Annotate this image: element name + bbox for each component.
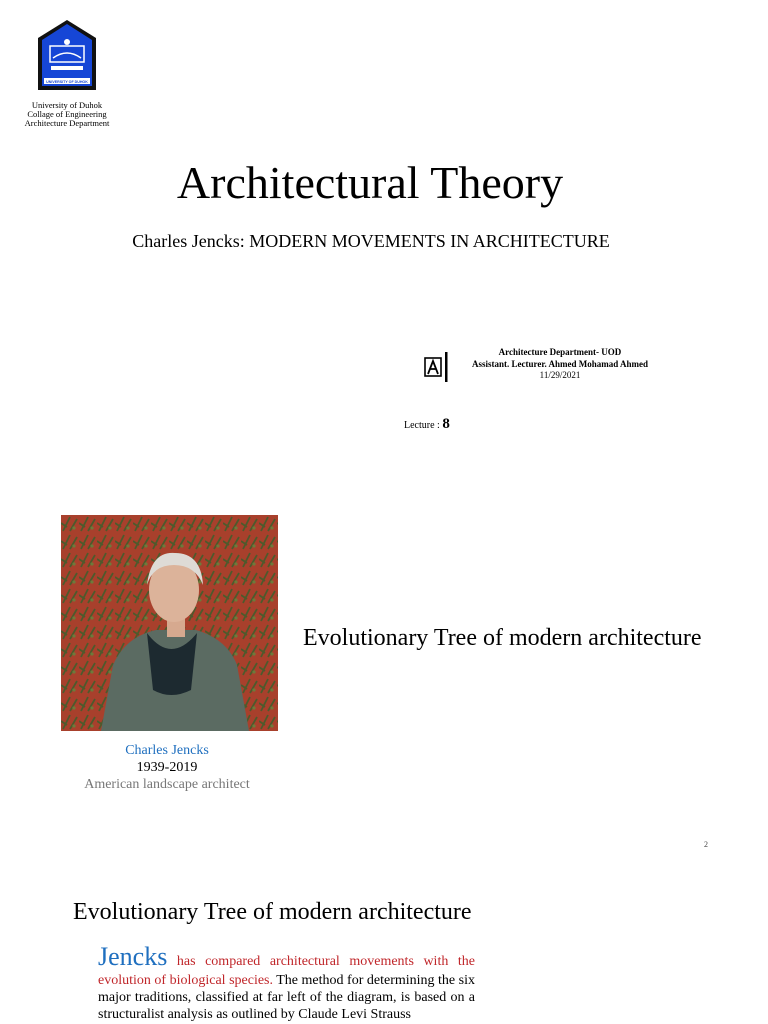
lecture-separator: :: [434, 420, 443, 431]
photo-caption: [62, 742, 272, 793]
credits-department: Architecture Department- UOD: [498, 347, 622, 357]
caption-name: Charles Jencks: [125, 743, 209, 758]
body-text: The method for determining the six major traditions, classified at far left of the diagram, is based on a structuralist analysis as outlined by Claude Levi Strauss: [98, 973, 475, 1022]
lecture-number-value: 8: [442, 416, 450, 432]
institution-line: University of Duhok: [31, 100, 103, 110]
lecture-number: [404, 414, 450, 436]
credits-block: [455, 347, 665, 382]
caption-years: 1939-2019: [136, 760, 198, 775]
caption-description: American landscape architect: [84, 777, 250, 792]
institution-line: Collage of Engineering: [27, 109, 107, 119]
slide3-heading: Evolutionary Tree of modern architecture: [73, 899, 472, 925]
page-title: Architectural Theory: [176, 157, 564, 208]
portrait-photo: [61, 515, 278, 731]
university-logo: [36, 18, 98, 94]
body-paragraph: [98, 942, 475, 1023]
institution-line: Architecture Department: [24, 118, 110, 128]
slide2-heading: Evolutionary Tree of modern architecture: [303, 625, 702, 651]
highlight-text: has compared architectural movements with the evolution of biological species.: [98, 954, 475, 988]
page-subtitle: Charles Jencks: MODERN MOVEMENTS IN ARCHITECTURE: [132, 231, 610, 251]
institution-block: [10, 101, 124, 128]
page-number: 2: [704, 840, 708, 849]
lecture-label: Lecture: [404, 420, 435, 431]
lead-word: Jencks: [98, 942, 168, 971]
credits-lecturer: Assistant. Lecturer. Ahmed Mohamad Ahmed: [471, 358, 648, 369]
department-logo-icon: [424, 352, 450, 382]
credits-date: 11/29/2021: [539, 370, 581, 380]
logo-text: UNIVERSITY OF DUHOK: [46, 80, 88, 84]
